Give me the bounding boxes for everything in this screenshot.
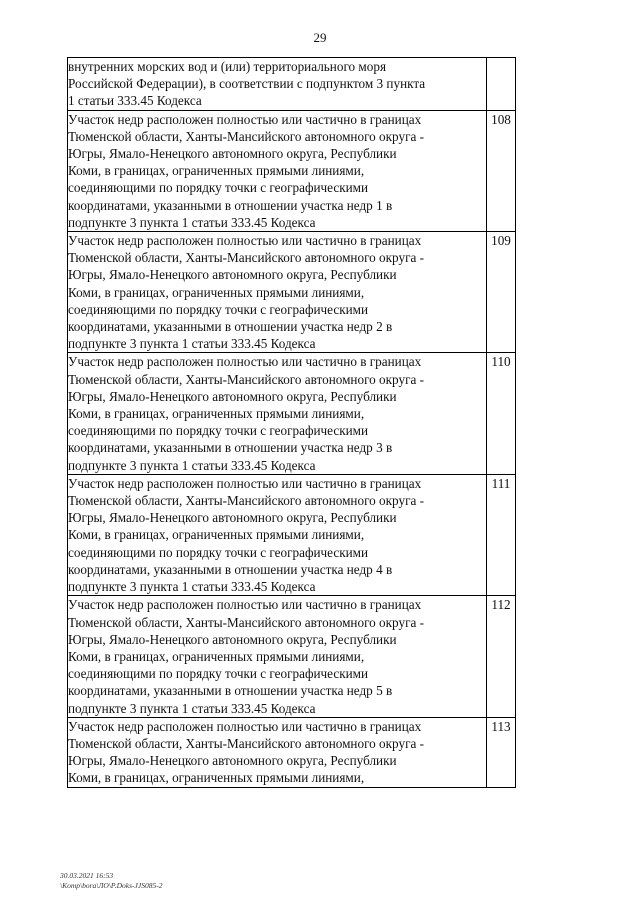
text-line: Участок недр расположен полностью или частично в границах	[68, 111, 422, 127]
table-row	[68, 717, 516, 787]
text-line: 1 статьи 333.45 Кодекса	[68, 93, 202, 109]
table-body	[68, 58, 516, 788]
footer-file-path: \Komp\bora\ЛО\Р.Doks-JJS085-2	[60, 881, 163, 890]
table-row	[68, 596, 516, 717]
text-line: подпункте 3 пункта 1 статьи 333.45 Кодекса	[68, 336, 316, 352]
text-line: Тюменской области, Ханты-Мансийского автономного округа -	[68, 250, 425, 266]
row-number: 110	[487, 353, 516, 474]
text-line: подпункте 3 пункта 1 статьи 333.45 Кодекса	[68, 579, 316, 595]
row-description	[68, 58, 487, 111]
row-description	[68, 474, 487, 595]
text-line: Тюменской области, Ханты-Мансийского автономного округа -	[68, 735, 425, 751]
text-line: Коми, в границах, ограниченных прямыми линиями,	[68, 648, 365, 664]
text-line: координатами, указанными в отношении участка недр 3 в	[68, 440, 393, 456]
table-row	[68, 232, 516, 353]
row-description	[68, 717, 487, 787]
row-number	[487, 58, 516, 111]
text-line: Тюменской области, Ханты-Мансийского автономного округа -	[68, 493, 425, 509]
text-line: координатами, указанными в отношении участка недр 2 в	[68, 319, 393, 335]
text-line: Коми, в границах, ограниченных прямыми линиями,	[68, 770, 365, 786]
text-line: Югры, Ямало-Ненецкого автономного округа, Республики	[68, 510, 397, 526]
text-line: соединяющими по порядку точки с географическими	[68, 301, 369, 317]
row-description	[68, 232, 487, 353]
table-row	[68, 110, 516, 231]
text-line: Югры, Ямало-Ненецкого автономного округа, Республики	[68, 146, 397, 162]
table-row	[68, 353, 516, 474]
text-line: Югры, Ямало-Ненецкого автономного округа, Республики	[68, 267, 397, 283]
text-line: Коми, в границах, ограниченных прямыми линиями,	[68, 527, 365, 543]
page-number: 29	[313, 30, 327, 45]
text-line: Югры, Ямало-Ненецкого автономного округа, Республики	[68, 388, 397, 404]
text-line: подпункте 3 пункта 1 статьи 333.45 Кодекса	[68, 457, 316, 473]
text-line: Тюменской области, Ханты-Мансийского автономного округа -	[68, 614, 425, 630]
text-line: Участок недр расположен полностью или частично в границах	[68, 597, 422, 613]
text-line: координатами, указанными в отношении участка недр 1 в	[68, 197, 393, 213]
text-line: подпункте 3 пункта 1 статьи 333.45 Кодекса	[68, 700, 316, 716]
table-row	[68, 474, 516, 595]
row-number: 113	[487, 717, 516, 787]
row-number: 108	[487, 110, 516, 231]
row-number: 112	[487, 596, 516, 717]
text-line: Югры, Ямало-Ненецкого автономного округа, Республики	[68, 753, 397, 769]
text-line: соединяющими по порядку точки с географическими	[68, 544, 369, 560]
text-line: Коми, в границах, ограниченных прямыми линиями,	[68, 406, 365, 422]
text-line: Тюменской области, Ханты-Мансийского автономного округа -	[68, 371, 425, 387]
text-line: соединяющими по порядку точки с географическими	[68, 180, 369, 196]
row-description	[68, 353, 487, 474]
text-line: соединяющими по порядку точки с географическими	[68, 423, 369, 439]
footer-timestamp: 30.03.2021 16:53	[60, 871, 114, 880]
row-number: 111	[487, 474, 516, 595]
row-description	[68, 110, 487, 231]
text-line: Тюменской области, Ханты-Мансийского автономного округа -	[68, 128, 425, 144]
text-line: координатами, указанными в отношении участка недр 4 в	[68, 561, 393, 577]
text-line: координатами, указанными в отношении участка недр 5 в	[68, 683, 393, 699]
text-line: Коми, в границах, ограниченных прямыми линиями,	[68, 163, 365, 179]
row-number: 109	[487, 232, 516, 353]
text-line: подпункте 3 пункта 1 статьи 333.45 Кодекса	[68, 214, 316, 230]
text-line: Участок недр расположен полностью или частично в границах	[68, 718, 422, 734]
text-line: внутренних морских вод и (или) территориального моря	[68, 59, 387, 74]
text-line: Участок недр расположен полностью или частично в границах	[68, 354, 422, 370]
footer-stamp	[60, 871, 162, 891]
text-line: Участок недр расположен полностью или частично в границах	[68, 233, 422, 249]
row-description	[68, 596, 487, 717]
table-row	[68, 58, 516, 111]
text-line: Участок недр расположен полностью или частично в границах	[68, 475, 422, 491]
text-line: Коми, в границах, ограниченных прямыми линиями,	[68, 284, 365, 300]
document-table	[67, 57, 516, 788]
text-line: Югры, Ямало-Ненецкого автономного округа, Республики	[68, 631, 397, 647]
text-line: соединяющими по порядку точки с географическими	[68, 666, 369, 682]
text-line: Российской Федерации), в соответствии с подпунктом 3 пункта	[68, 76, 426, 92]
